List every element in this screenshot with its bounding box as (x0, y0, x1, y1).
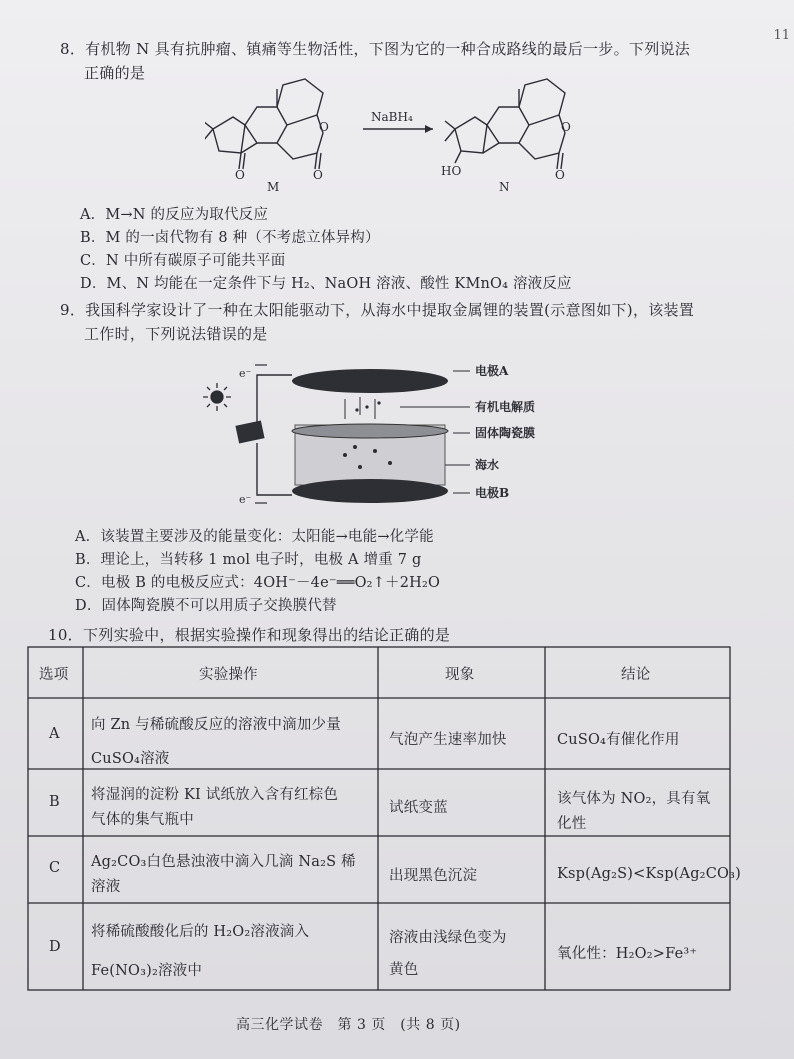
ion-arrows (345, 397, 375, 419)
q9-stem-line2: 工作时，下列说法错误的是 (84, 325, 268, 343)
header-option: 选项 (39, 667, 69, 683)
label-ceramic-membrane: 固体陶瓷膜 (475, 426, 536, 440)
m-ring-o: O (319, 120, 329, 134)
row-c-operation-1: Ag₂CO₃白色悬浊液中滴入几滴 Na₂S 稀 (91, 854, 356, 870)
q8-option-b[interactable]: B．M 的一卤代物有 8 种（不考虑立体异构） (80, 230, 380, 246)
n-lactone-o: O (555, 168, 565, 182)
row-d-conclusion: 氧化性：H₂O₂>Fe³⁺ (557, 946, 698, 962)
row-b-operation-2: 气体的集气瓶中 (91, 812, 194, 828)
electrode-b-shape (292, 479, 448, 503)
row-b-conclusion-1: 该气体为 NO₂，具有氧 (557, 791, 711, 807)
label-n: N (499, 180, 510, 194)
row-c-phenomenon: 出现黑色沉淀 (389, 868, 478, 884)
row-c-operation-2: 溶液 (91, 879, 121, 895)
q8-option-d[interactable]: D．M、N 均能在一定条件下与 H₂、NaOH 溶液、酸性 KMnO₄ 溶液反应 (80, 276, 572, 292)
row-a-operation-2: CuSO₄溶液 (91, 751, 170, 767)
row-d-operation-2: Fe(NO₃)₂溶液中 (91, 963, 203, 979)
molecule-m (205, 79, 323, 169)
label-seawater: 海水 (475, 458, 500, 472)
row-a-phenomenon: 气泡产生速率加快 (389, 732, 507, 748)
row-b-operation-1: 将湿润的淀粉 KI 试纸放入含有红棕色 (91, 787, 339, 803)
q9-option-b[interactable]: B．理论上，当转移 1 mol 电子时，电极 A 增重 7 g (75, 552, 422, 568)
m-ketone-o: O (235, 168, 245, 182)
electron-top-label: e⁻ (239, 367, 252, 380)
row-c-conclusion: Ksp(Ag₂S)<Ksp(Ag₂CO₃) (557, 866, 741, 882)
row-b-phenomenon: 试纸变蓝 (389, 800, 448, 816)
label-m: M (267, 180, 280, 194)
q8-stem-line1: 8．有机物 N 具有抗肿瘤、镇痛等生物活性，下图为它的一种合成路线的最后一步。下列说法 (60, 40, 691, 58)
row-d-phenomenon-1: 溶液由浅绿色变为 (389, 930, 507, 946)
page-footer: 高三化学试卷 第 3 页 (共 8 页) (236, 1017, 461, 1033)
q8-option-c[interactable]: C．N 中所有碳原子可能共平面 (80, 253, 286, 269)
row-b-key[interactable]: B (49, 794, 60, 810)
label-electrode-b: 电极B (475, 486, 510, 500)
q10-table (27, 646, 741, 991)
q8-option-a[interactable]: A．M→N 的反应为取代反应 (80, 207, 269, 223)
q9-stem-line1: 9．我国科学家设计了一种在太阳能驱动下，从海水中提取金属锂的装置(示意图如下)，该装置 (60, 301, 695, 319)
label-electrode-a: 电极A (475, 364, 509, 378)
molecule-n (445, 79, 565, 169)
electrode-a-shape (292, 369, 448, 393)
q9-option-d[interactable]: D．固体陶瓷膜不可以用质子交换膜代替 (75, 598, 337, 614)
row-d-key[interactable]: D (49, 939, 61, 955)
row-a-conclusion: CuSO₄有催化作用 (557, 732, 680, 748)
sun-icon (203, 383, 231, 411)
row-a-operation-1: 向 Zn 与稀硫酸反应的溶液中滴加少量 (91, 717, 341, 733)
row-d-phenomenon-2: 黄色 (389, 962, 419, 978)
row-a-key[interactable]: A (49, 726, 60, 742)
q9-option-a[interactable]: A．该装置主要涉及的能量变化：太阳能→电能→化学能 (75, 529, 434, 545)
n-ring-o: O (561, 120, 571, 134)
electron-bottom-label: e⁻ (239, 493, 252, 506)
header-phenomenon: 现象 (445, 667, 475, 683)
row-d-operation-1: 将稀硫酸酸化后的 H₂O₂溶液滴入 (91, 924, 310, 940)
label-organic-electrolyte: 有机电解质 (475, 400, 536, 414)
q9-device-diagram (195, 355, 555, 515)
solar-panel (235, 420, 264, 443)
q8-stem-line2: 正确的是 (84, 64, 146, 82)
reaction-arrowhead (425, 125, 433, 133)
q9-option-c[interactable]: C．电极 B 的电极反应式：4OH⁻－4e⁻══O₂↑＋2H₂O (75, 575, 441, 591)
q10-stem: 10．下列实验中，根据实验操作和现象得出的结论正确的是 (48, 626, 451, 644)
ceramic-membrane-shape (292, 424, 448, 438)
side-page-number: 11 (773, 28, 790, 43)
m-lactone-o: O (313, 168, 323, 182)
row-b-conclusion-2: 化性 (557, 816, 587, 832)
header-operation: 实验操作 (199, 667, 258, 683)
header-conclusion: 结论 (621, 667, 651, 683)
row-c-key[interactable]: C (49, 860, 61, 876)
q8-reaction-scheme (205, 55, 595, 195)
reagent-label: NaBH₄ (371, 110, 413, 124)
n-hydroxyl: HO (441, 164, 462, 178)
